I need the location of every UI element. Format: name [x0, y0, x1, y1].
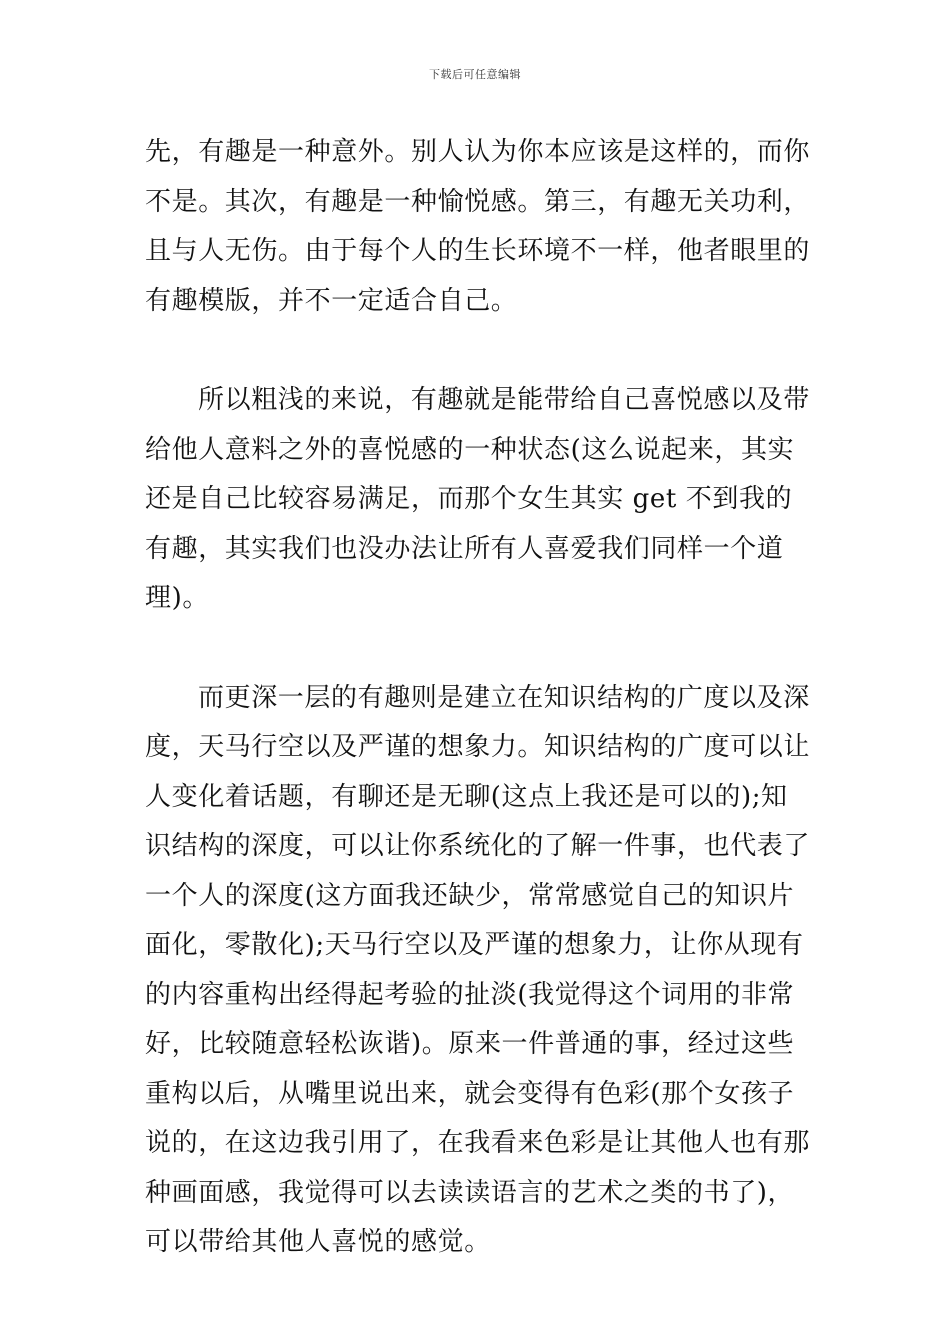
- paragraph-1: 先，有趣是一种意外。别人认为你本应该是这样的，而你不是。其次，有趣是一种愉悦感。第三，有趣无关功利，且与人无伤。由于每个人的生长环境不一样，他者眼里的有趣模版，并不一定适合自己。: [145, 137, 811, 316]
- document-body: [145, 128, 813, 1268]
- paragraph-spacer: [145, 624, 813, 674]
- header-note: 下载后可任意编辑: [429, 68, 521, 81]
- paragraph-2: 所以粗浅的来说，有趣就是能带给自己喜悦感以及带给他人意料之外的喜悦感的一种状态(这么说起来，其实还是自己比较容易满足，而那个女生其实 get 不到我的有趣，其实我们也没办法让所有人喜爱我们同样一个道理)。: [145, 385, 810, 613]
- paragraph-3: 而更深一层的有趣则是建立在知识结构的广度以及深度，天马行空以及严谨的想象力。知识结构的广度可以让人变化着话题，有聊还是无聊(这点上我还是可以的);知识结构的深度，可以让你系统化的了解一件事，也代表了一个人的深度(这方面我还缺少，常常感觉自己的知识片面化，零散化);天马行空以及严谨的想象力，让你从现有的内容重构出经得起考验的扯淡(我觉得这个词用的非常好，比较随意轻松诙谐)。原来一件普通的事，经过这些重构以后，从嘴里说出来，就会变得有色彩(那个女孩子说的，在这边我引用了，在我看来色彩是让其他人也有那种画面感，我觉得可以去读读语言的艺术之类的书了)，可以带给其他人喜悦的感觉。: [145, 682, 811, 1257]
- paragraph-spacer: [145, 326, 813, 376]
